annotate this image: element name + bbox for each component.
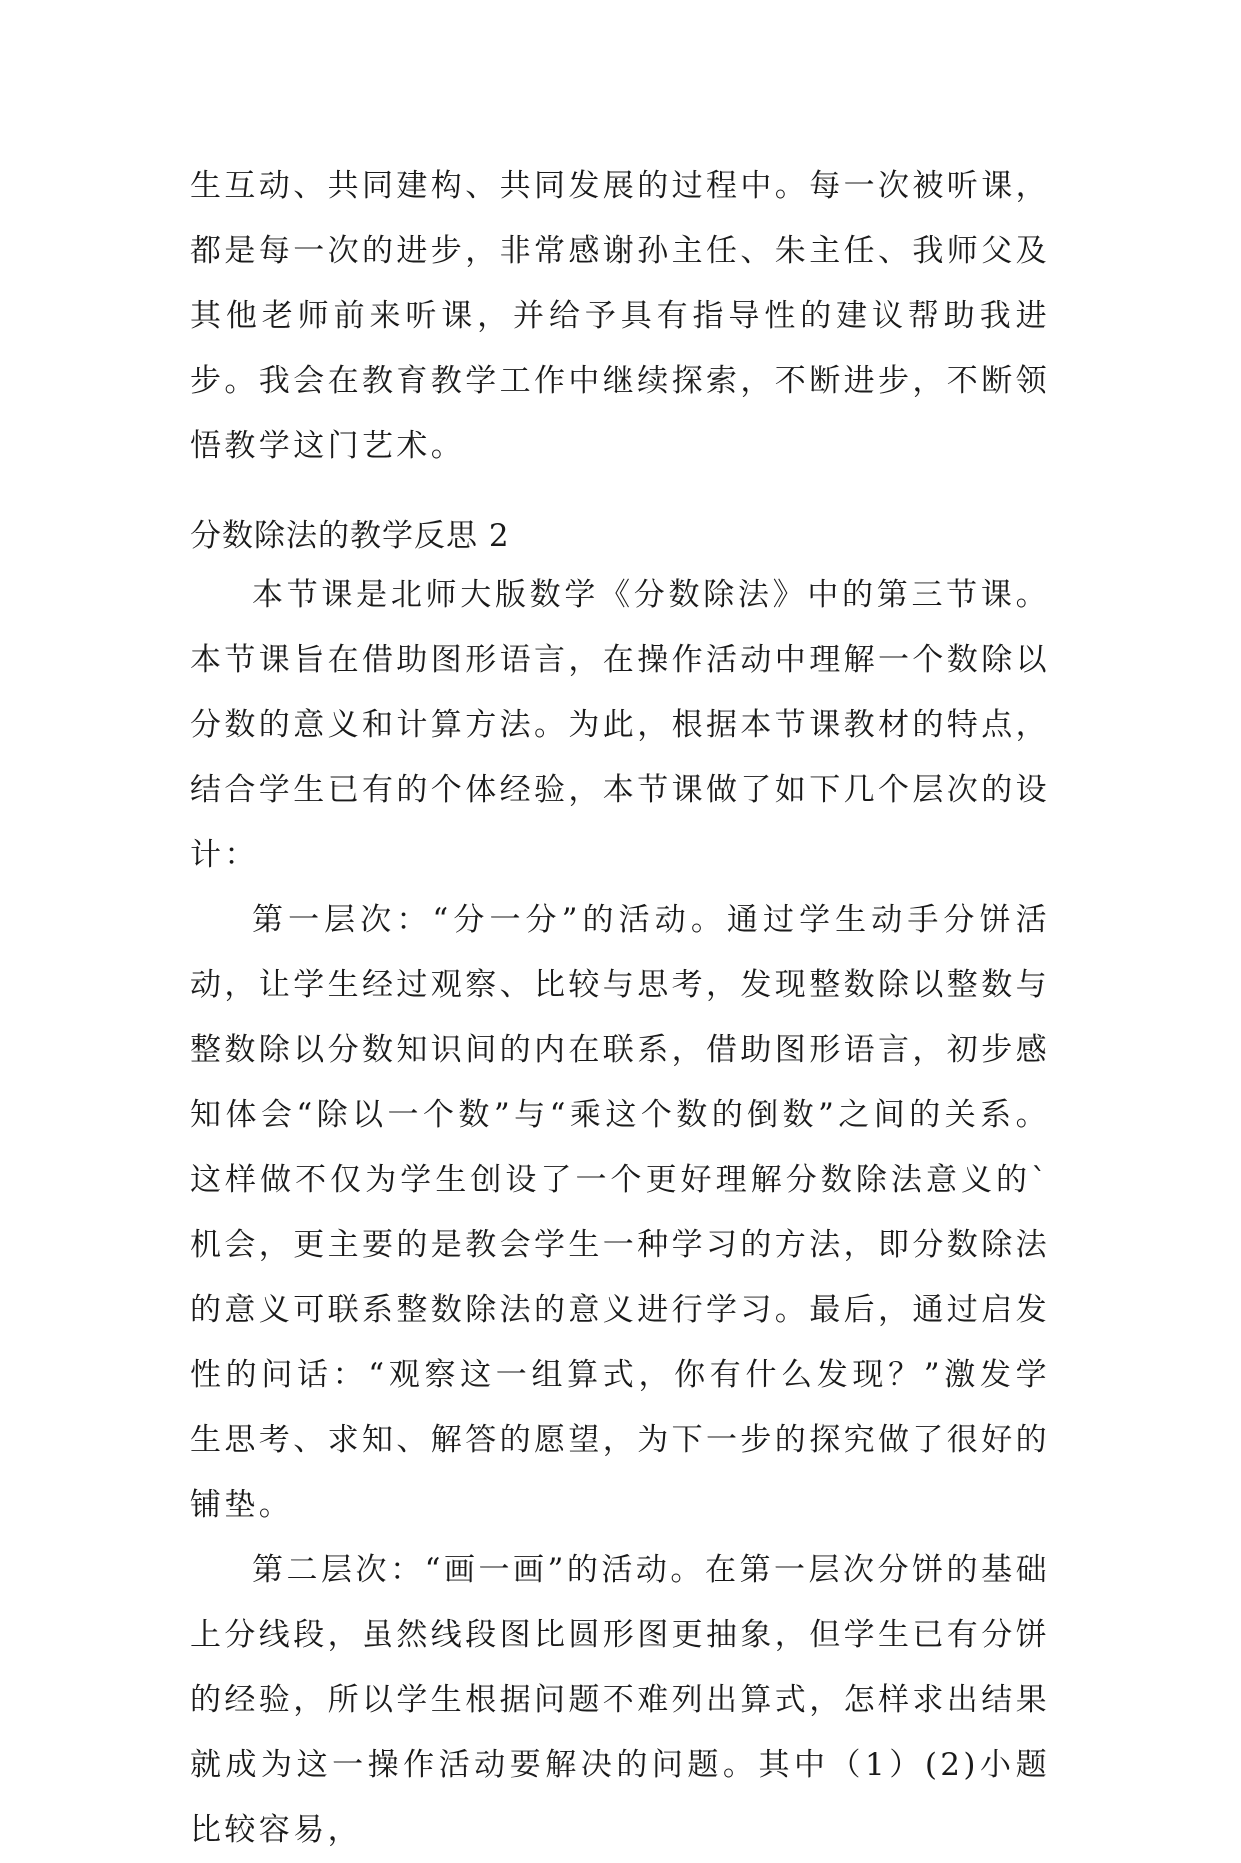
- body-paragraph-level-two: 第二层次：“画一画”的活动。在第一层次分饼的基础上分线段，虽然线段图比圆形图更抽象，但学生已有分饼的经验，所以学生根据问题不难列出算式，怎样求出结果就成为这一操作活动要解决的问题。其中（1）(2)小题比较容易，: [190, 1552, 1050, 1848]
- continued-text-block: [190, 154, 1050, 479]
- body-paragraph-intro: 本节课是北师大版数学《分数除法》中的第三节课。本节课旨在借助图形语言，在操作活动中理解一个数除以分数的意义和计算方法。为此，根据本节课教材的特点，结合学生已有的个体经验，本节课做了如下几个层次的设计：: [190, 577, 1050, 873]
- body-paragraph-level-one: 第一层次：“分一分”的活动。通过学生动手分饼活动，让学生经过观察、比较与思考，发现整数除以整数与整数除以分数知识间的内在联系，借助图形语言，初步感知体会“除以一个数”与“乘这个数的倒数”之间的关系。这样做不仅为学生创设了一个更好理解分数除法意义的`机会，更主要的是教会学生一种学习的方法，即分数除法的意义可联系整数除法的意义进行学习。最后，通过启发性的问话：“观察这一组算式，你有什么发现？”激发学生思考、求知、解答的愿望，为下一步的探究做了很好的铺垫。: [190, 902, 1050, 1523]
- section-body: [190, 563, 1050, 1863]
- continued-paragraph: 生互动、共同建构、共同发展的过程中。每一次被听课，都是每一次的进步，非常感谢孙主任、朱主任、我师父及其他老师前来听课，并给予具有指导性的建议帮助我进步。我会在教育教学工作中继续探索，不断进步，不断领悟教学这门艺术。: [190, 168, 1050, 464]
- section-title: 分数除法的教学反思 2: [190, 518, 510, 554]
